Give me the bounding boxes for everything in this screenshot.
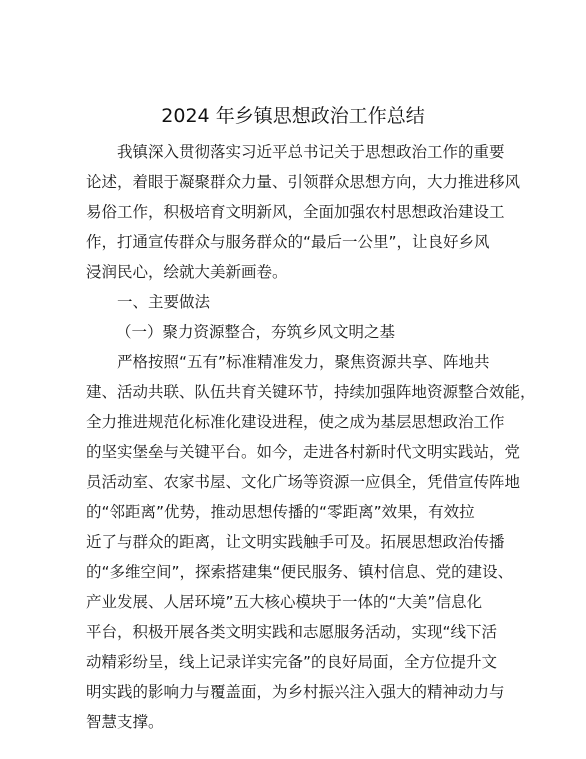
- body-line: 全力推进规范化标准化建设进程，使之成为基层思想政治工作: [86, 413, 505, 431]
- intro-line: 作，打通宣传群众与服务群众的“最后一公里”，让良好乡风: [86, 233, 490, 251]
- body-line: 明实践的影响力与覆盖面，为乡村振兴注入强大的精神动力与: [86, 683, 505, 701]
- body-line: 产业发展、人居环境”五大核心模块于一体的“大美”信息化: [86, 593, 483, 611]
- intro-line: 易俗工作，积极培育文明新风，全面加强农村思想政治建设工: [86, 203, 505, 221]
- intro-line: 论述，着眼于凝聚群众力量、引领群众思想方向，大力推进移风: [86, 173, 521, 191]
- section-heading: 一、主要做法: [117, 293, 211, 311]
- body-line: 严格按照“五有”标准精准发力，聚焦资源共享、阵地共: [117, 353, 490, 371]
- intro-line: 浸润民心，绘就大美新画卷。: [86, 263, 288, 281]
- intro-line: 我镇深入贯彻落实习近平总书记关于思想政治工作的重要: [117, 143, 505, 161]
- body-line: 员活动室、农家书屋、文化广场等资源一应俱全，凭借宣传阵地: [86, 473, 521, 491]
- body-line: 建、活动共联、队伍共育关键环节，持续加强阵地资源整合效能，: [86, 383, 536, 401]
- body-line: 的“邻距离”优势，推动思想传播的“零距离”效果，有效拉: [86, 503, 475, 521]
- body-line: 动精彩纷呈，线上记录详实完备”的良好局面，全方位提升文: [86, 653, 498, 671]
- body-line: 近了与群众的距离，让文明实践触手可及。拓展思想政治传播: [86, 533, 505, 551]
- body-line: 平台，积极开展各类文明实践和志愿服务活动，实现“线下活: [86, 623, 498, 641]
- subsection-heading: （一）聚力资源整合，夯筑乡风文明之基: [116, 323, 396, 341]
- body-line: 的“多维空间”，探索搭建集“便民服务、镇村信息、党的建设、: [86, 563, 514, 581]
- body-line: 智慧支撑。: [86, 713, 164, 731]
- body-line: 的坚实堡垒与关键平台。如今，走进各村新时代文明实践站，党: [86, 443, 521, 461]
- document-title: 2024 年乡镇思想政治工作总结: [161, 105, 425, 127]
